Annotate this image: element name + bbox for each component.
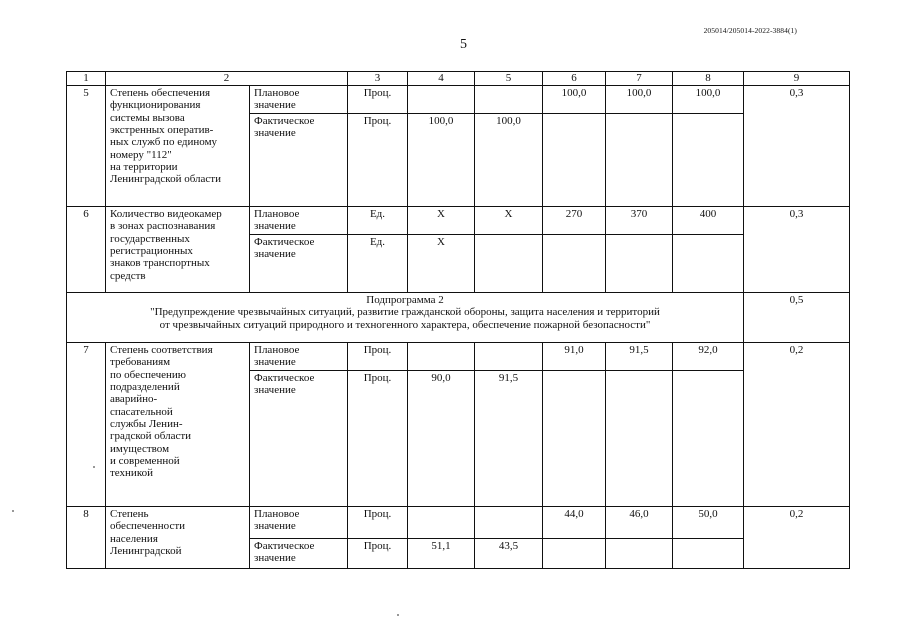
weight-cell: 0,2 [744, 343, 850, 507]
weight-cell: 0,3 [744, 86, 850, 207]
value-cell: 91,5 [606, 343, 673, 371]
value-cell: 100,0 [673, 86, 744, 114]
table-row [67, 343, 850, 371]
value-cell [606, 114, 673, 207]
value-cell [543, 235, 606, 293]
value-cell [408, 507, 475, 539]
column-header: 6 [543, 72, 606, 86]
unit-cell: Проц. [348, 343, 408, 371]
value-cell: Х [408, 207, 475, 235]
weight-cell: 0,3 [744, 207, 850, 293]
indicator-name: Степень обеспеченности населения Ленинградской [106, 507, 250, 569]
fact-label: Фактическое значение [250, 371, 348, 507]
subprogram-row [67, 293, 850, 343]
value-cell [673, 114, 744, 207]
row-number: 5 [67, 86, 106, 207]
value-cell: 270 [543, 207, 606, 235]
plan-label: Плановое значение [250, 86, 348, 114]
unit-cell: Ед. [348, 207, 408, 235]
value-cell: 100,0 [408, 114, 475, 207]
value-cell: 91,0 [543, 343, 606, 371]
value-cell: Х [475, 207, 543, 235]
indicator-name: Степень обеспечения функционирования системы вызова экстренных оператив- ных служб по единому номеру "112" на территории Ленинградской области [106, 86, 250, 207]
value-cell [475, 235, 543, 293]
indicator-name: Степень соответствия требованиям по обеспечению подразделений аварийно- спасательной службы Ленин- градской области имуществом и современной техникой [106, 343, 250, 507]
table-row [67, 86, 850, 114]
subprogram-text: "Предупреждение чрезвычайных ситуаций, развитие гражданской обороны, защита населения и территорий от чрезвычайных ситуаций природного и техногенного характера, обеспечение пожарной безопасности" [150, 306, 660, 331]
column-header: 2 [106, 72, 348, 86]
value-cell: 90,0 [408, 371, 475, 507]
row-number: 6 [67, 207, 106, 293]
value-cell [673, 539, 744, 569]
weight-cell: 0,2 [744, 507, 850, 569]
plan-label: Плановое значение [250, 207, 348, 235]
value-cell: 92,0 [673, 343, 744, 371]
unit-cell: Проц. [348, 507, 408, 539]
value-cell: Х [408, 235, 475, 293]
value-cell: 43,5 [475, 539, 543, 569]
column-header: 9 [744, 72, 850, 86]
subprogram-cell [67, 293, 744, 343]
value-cell: 100,0 [543, 86, 606, 114]
column-header: 4 [408, 72, 475, 86]
page-number: 5 [460, 37, 467, 52]
value-cell [408, 343, 475, 371]
value-cell: 51,1 [408, 539, 475, 569]
weight-cell: 0,5 [744, 293, 850, 343]
fact-label: Фактическое значение [250, 539, 348, 569]
value-cell: 50,0 [673, 507, 744, 539]
unit-cell: Проц. [348, 114, 408, 207]
fact-label: Фактическое значение [250, 114, 348, 207]
indicators-table [66, 71, 850, 569]
document-id: 205014/205014-2022-3884(1) [703, 26, 797, 35]
value-cell [606, 235, 673, 293]
value-cell: 44,0 [543, 507, 606, 539]
table-row [67, 507, 850, 539]
value-cell [475, 507, 543, 539]
value-cell [606, 539, 673, 569]
fact-label: Фактическое значение [250, 235, 348, 293]
value-cell: 91,5 [475, 371, 543, 507]
column-header: 1 [67, 72, 106, 86]
value-cell [475, 343, 543, 371]
unit-cell: Проц. [348, 371, 408, 507]
row-number: 7 [67, 343, 106, 507]
row-number: 8 [67, 507, 106, 569]
scan-speck [12, 510, 14, 512]
value-cell [606, 371, 673, 507]
plan-label: Плановое значение [250, 507, 348, 539]
value-cell [543, 371, 606, 507]
value-cell [543, 114, 606, 207]
unit-cell: Проц. [348, 86, 408, 114]
unit-cell: Проц. [348, 539, 408, 569]
column-header: 3 [348, 72, 408, 86]
value-cell [543, 539, 606, 569]
scan-speck [93, 466, 95, 468]
column-header: 5 [475, 72, 543, 86]
value-cell: 400 [673, 207, 744, 235]
value-cell: 100,0 [606, 86, 673, 114]
column-header: 8 [673, 72, 744, 86]
value-cell [475, 86, 543, 114]
value-cell [673, 235, 744, 293]
unit-cell: Ед. [348, 235, 408, 293]
subprogram-title: Подпрограмма 2 [366, 294, 444, 306]
table-row [67, 207, 850, 235]
plan-label: Плановое значение [250, 343, 348, 371]
value-cell: 100,0 [475, 114, 543, 207]
value-cell: 46,0 [606, 507, 673, 539]
value-cell [408, 86, 475, 114]
indicator-name: Количество видеокамер в зонах распознавания государственных регистрационных знаков транспортных средств [106, 207, 250, 293]
column-number-row [67, 72, 850, 86]
scan-speck [397, 614, 399, 616]
value-cell [673, 371, 744, 507]
column-header: 7 [606, 72, 673, 86]
value-cell: 370 [606, 207, 673, 235]
